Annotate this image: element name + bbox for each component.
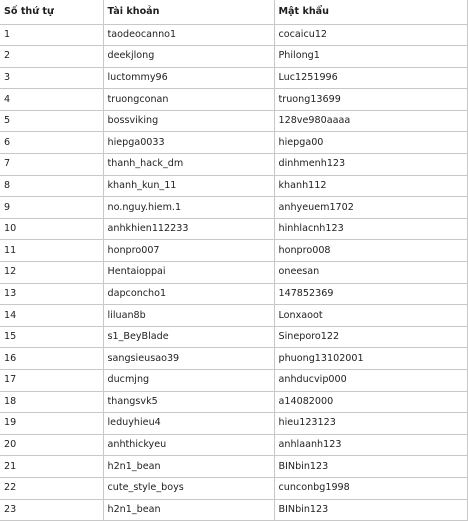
cell-index: 21 bbox=[0, 456, 103, 478]
table-row bbox=[0, 89, 467, 111]
cell-index: 11 bbox=[0, 240, 103, 262]
cell-password: truong13699 bbox=[274, 89, 467, 111]
cell-account: no.nguy.hiem.1 bbox=[103, 197, 274, 219]
table-row bbox=[0, 348, 467, 370]
table-row bbox=[0, 456, 467, 478]
cell-index: 22 bbox=[0, 477, 103, 499]
cell-account: h2n1_bean bbox=[103, 456, 274, 478]
cell-account: ducmjng bbox=[103, 370, 274, 392]
table-row bbox=[0, 283, 467, 305]
table-row bbox=[0, 67, 467, 89]
cell-password: anhyeuem1702 bbox=[274, 197, 467, 219]
cell-password: cunconbg1998 bbox=[274, 477, 467, 499]
cell-account: cute_style_boys bbox=[103, 477, 274, 499]
cell-password: hiepga00 bbox=[274, 132, 467, 154]
cell-account: honpro007 bbox=[103, 240, 274, 262]
cell-password: BINbin123 bbox=[274, 499, 467, 521]
table-row bbox=[0, 218, 467, 240]
cell-account: dapconcho1 bbox=[103, 283, 274, 305]
cell-password: oneesan bbox=[274, 262, 467, 284]
cell-password: Lonxaoot bbox=[274, 305, 467, 327]
table-row bbox=[0, 132, 467, 154]
cell-index: 17 bbox=[0, 370, 103, 392]
table-row bbox=[0, 370, 467, 392]
cell-index: 18 bbox=[0, 391, 103, 413]
cell-account: liluan8b bbox=[103, 305, 274, 327]
cell-password: khanh112 bbox=[274, 175, 467, 197]
table-row bbox=[0, 305, 467, 327]
cell-account: anhkhien112233 bbox=[103, 218, 274, 240]
cell-index: 3 bbox=[0, 67, 103, 89]
cell-password: Philong1 bbox=[274, 46, 467, 68]
cell-password: hieu123123 bbox=[274, 413, 467, 435]
cell-index: 14 bbox=[0, 305, 103, 327]
table-row bbox=[0, 262, 467, 284]
table-row bbox=[0, 413, 467, 435]
cell-index: 2 bbox=[0, 46, 103, 68]
cell-password: a14082000 bbox=[274, 391, 467, 413]
table-row bbox=[0, 434, 467, 456]
table-row bbox=[0, 46, 467, 68]
cell-index: 1 bbox=[0, 24, 103, 46]
table-row bbox=[0, 499, 467, 521]
cell-index: 13 bbox=[0, 283, 103, 305]
cell-index: 8 bbox=[0, 175, 103, 197]
table-row bbox=[0, 477, 467, 499]
cell-password: dinhmenh123 bbox=[274, 154, 467, 176]
cell-account: anhthickyeu bbox=[103, 434, 274, 456]
cell-password: 147852369 bbox=[274, 283, 467, 305]
table-row bbox=[0, 175, 467, 197]
header-account: Tài khoản bbox=[103, 0, 274, 24]
table-row bbox=[0, 240, 467, 262]
cell-account: hiepga0033 bbox=[103, 132, 274, 154]
cell-index: 15 bbox=[0, 326, 103, 348]
cell-index: 20 bbox=[0, 434, 103, 456]
cell-index: 19 bbox=[0, 413, 103, 435]
cell-account: thanh_hack_dm bbox=[103, 154, 274, 176]
cell-index: 9 bbox=[0, 197, 103, 219]
cell-index: 6 bbox=[0, 132, 103, 154]
cell-account: luctommy96 bbox=[103, 67, 274, 89]
cell-index: 16 bbox=[0, 348, 103, 370]
cell-password: cocaicu12 bbox=[274, 24, 467, 46]
cell-account: khanh_kun_11 bbox=[103, 175, 274, 197]
cell-account: s1_BeyBlade bbox=[103, 326, 274, 348]
cell-password: Luc1251996 bbox=[274, 67, 467, 89]
table-row bbox=[0, 154, 467, 176]
cell-index: 12 bbox=[0, 262, 103, 284]
cell-password: BINbin123 bbox=[274, 456, 467, 478]
header-index: Số thứ tự bbox=[0, 0, 103, 24]
cell-account: h2n1_bean bbox=[103, 499, 274, 521]
cell-index: 4 bbox=[0, 89, 103, 111]
cell-password: hinhlacnh123 bbox=[274, 218, 467, 240]
header-password: Mật khẩu bbox=[274, 0, 467, 24]
cell-index: 7 bbox=[0, 154, 103, 176]
cell-account: sangsieusao39 bbox=[103, 348, 274, 370]
cell-password: anhducvip000 bbox=[274, 370, 467, 392]
cell-password: 128ve980aaaa bbox=[274, 110, 467, 132]
cell-index: 5 bbox=[0, 110, 103, 132]
cell-index: 10 bbox=[0, 218, 103, 240]
cell-password: Sineporo122 bbox=[274, 326, 467, 348]
cell-account: taodeocanno1 bbox=[103, 24, 274, 46]
table-row bbox=[0, 110, 467, 132]
cell-account: deekjlong bbox=[103, 46, 274, 68]
table-row bbox=[0, 326, 467, 348]
cell-index: 23 bbox=[0, 499, 103, 521]
table-row bbox=[0, 197, 467, 219]
cell-password: anhlaanh123 bbox=[274, 434, 467, 456]
cell-account: thangsvk5 bbox=[103, 391, 274, 413]
cell-account: leduyhieu4 bbox=[103, 413, 274, 435]
cell-password: honpro008 bbox=[274, 240, 467, 262]
table-body bbox=[0, 24, 467, 521]
cell-account: truongconan bbox=[103, 89, 274, 111]
header-row bbox=[0, 0, 467, 24]
cell-account: bossviking bbox=[103, 110, 274, 132]
table-row bbox=[0, 391, 467, 413]
table-row bbox=[0, 24, 467, 46]
cell-password: phuong13102001 bbox=[274, 348, 467, 370]
cell-account: Hentaioppai bbox=[103, 262, 274, 284]
